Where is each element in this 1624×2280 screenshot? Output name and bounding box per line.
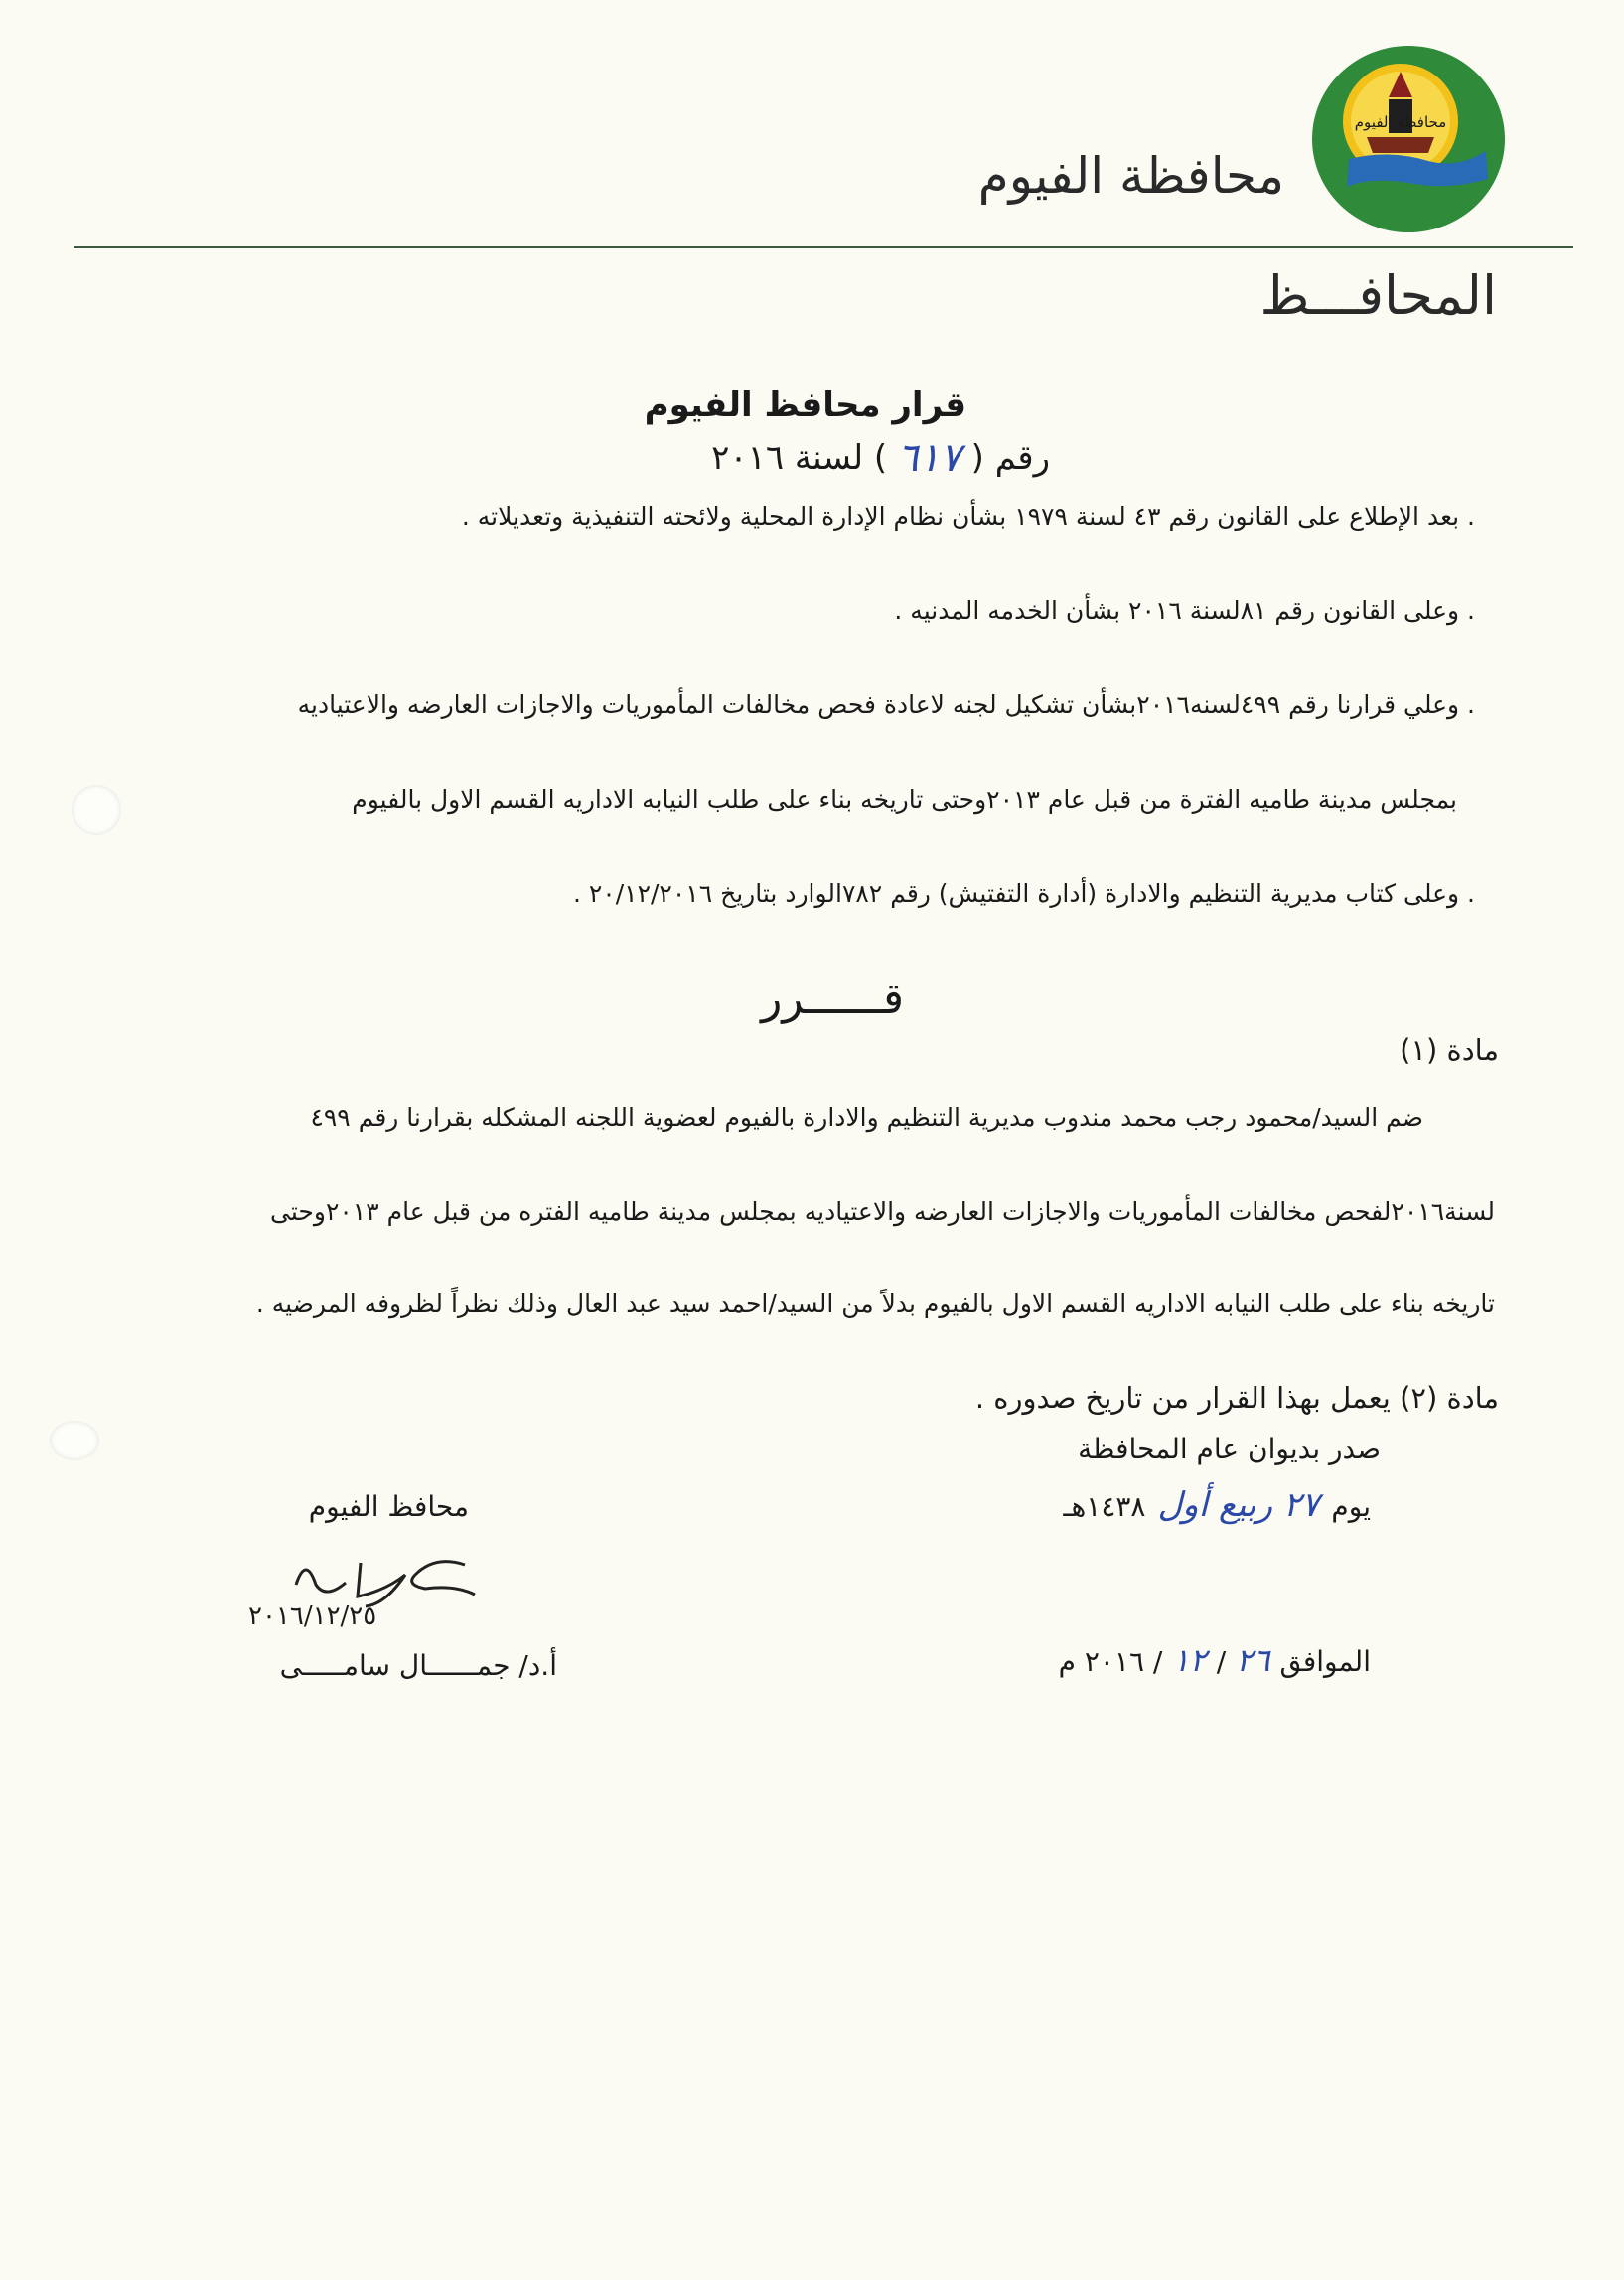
decree-number-handwritten: ٦١٧: [897, 435, 961, 481]
decree-year: ) لسنة ٢٠١٦: [711, 438, 888, 478]
decree-title: قرار محافظ الفيوم: [644, 385, 966, 425]
signature-date-number: ٢٠١٦/١٢/٢٥: [248, 1601, 377, 1631]
punch-hole: [72, 785, 121, 835]
office-label: المحافـــظ: [1259, 264, 1497, 327]
day-handwritten: ٢٧ ربيع أول: [1157, 1485, 1320, 1525]
header-divider: [74, 246, 1573, 248]
article-1-line: لسنة٢٠١٦لفحص مخالفات المأموريات والاجازات العارضه والاعتياديه بمجلس مدينة طاميه الفتره من قبل عام ٢٠١٣وحتى: [270, 1197, 1495, 1226]
preamble-line: . وعلى كتاب مديرية التنظيم والادارة (أدارة التفتيش) رقم ٧٨٢الوارد بتاريخ ٢٠/١٢/٢٠١٦ .: [572, 879, 1475, 908]
punch-hole: [50, 1421, 99, 1460]
preamble-line: . وعلي قرارنا رقم ٤٩٩لسنه٢٠١٦بشأن تشكيل لجنه لاعادة فحص مخالفات المأموريات والاجازات العارضه والاعتياديه: [297, 690, 1475, 719]
signatory-title: محافظ الفيوم: [308, 1490, 469, 1523]
article-1-line: تاريخه بناء على طلب النيابه الاداريه القسم الاول بالفيوم بدلاً من السيد/احمد سيد عبد العال وذلك نظراً لظروفه المرضيه .: [255, 1290, 1495, 1318]
signatory-name: أ.د/ جمــــــال سامـــــى: [279, 1649, 557, 1682]
decree-number-row: [711, 435, 1050, 481]
preamble-line: . وعلى القانون رقم ٨١لسنة ٢٠١٦ بشأن الخدمه المدنيه .: [894, 596, 1475, 625]
article-1-heading: مادة (١): [1400, 1033, 1499, 1067]
article-2: مادة (٢) يعمل بهذا القرار من تاريخ صدوره .: [974, 1381, 1499, 1415]
seal-text: محافظة الفيوم: [1354, 113, 1447, 131]
governorate-name: محافظة الفيوم: [977, 147, 1284, 205]
preamble-line: بمجلس مدينة طاميه الفترة من قبل عام ٢٠١٣وحتى تاريخه بناء على طلب النيابه الاداريه القسم الاول بالفيوم: [352, 785, 1457, 814]
decree-number-label: رقم (: [970, 438, 1050, 478]
gregorian-date-row: الموافق ٢٦ / ١٢ / ٢٠١٦ م: [1058, 1641, 1371, 1679]
hijri-year: ١٤٣٨هـ: [1063, 1490, 1146, 1523]
governorate-seal-logo: [1309, 42, 1508, 236]
day-label: يوم: [1331, 1490, 1371, 1523]
gregorian-year: / ٢٠١٦ م: [1058, 1645, 1163, 1678]
gregorian-day: ٢٦: [1236, 1641, 1270, 1679]
preamble-line: . بعد الإطلاع على القانون رقم ٤٣ لسنة ١٩٧٩ بشأن نظام الإدارة المحلية ولائحته التنفيذية وتعديلاته .: [461, 502, 1475, 531]
issued-at: صدر بديوان عام المحافظة: [1078, 1433, 1381, 1465]
gregorian-month: ١٢: [1172, 1641, 1207, 1679]
hijri-date-row: [1063, 1485, 1371, 1525]
gregorian-label: الموافق: [1279, 1645, 1371, 1678]
article-1-line: ضم السيد/محمود رجب محمد مندوب مديرية التنظيم والادارة بالفيوم لعضوية اللجنه المشكله بقرارنا رقم ٤٩٩: [310, 1103, 1423, 1132]
decision-heading: قــــــرر: [761, 974, 904, 1024]
